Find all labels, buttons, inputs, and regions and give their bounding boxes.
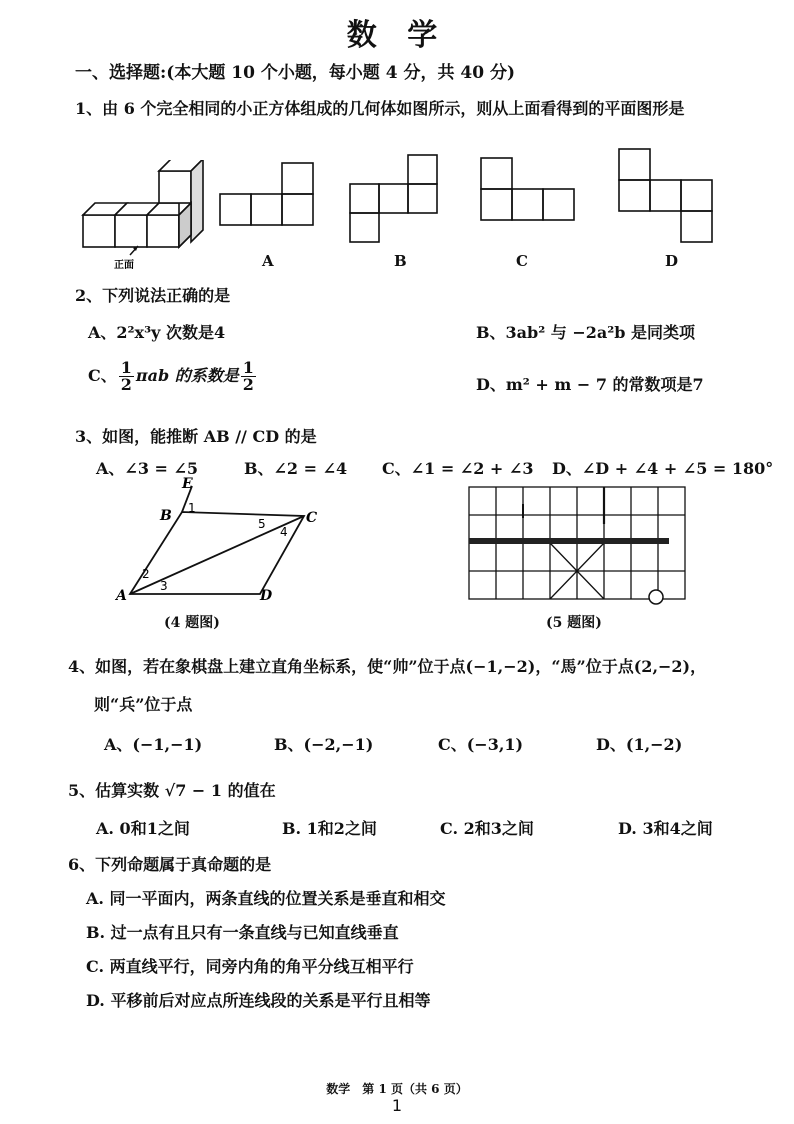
- page-number: 1: [391, 1096, 403, 1115]
- q5-option-c[interactable]: C. 2和3之间: [440, 819, 534, 838]
- q1-option-d-label[interactable]: D: [665, 252, 679, 270]
- q3-option-a[interactable]: A、∠3 = ∠5: [96, 459, 199, 478]
- q4-stem-line2: 则“兵”位于点: [94, 695, 193, 714]
- angle-1: 1: [188, 501, 196, 515]
- point-e: E: [182, 476, 193, 492]
- q6-stem: 6、下列命题属于真命题的是: [68, 855, 272, 874]
- q6-option-a[interactable]: A. 同一平面内，两条直线的位置关系是垂直和相交: [86, 889, 446, 908]
- q2-option-b[interactable]: B、3ab² 与 −2a²b 是同类项: [476, 323, 696, 342]
- point-d: D: [260, 588, 273, 604]
- q6-option-d[interactable]: D. 平移前后对应点所连线段的关系是平行且相等: [86, 991, 431, 1010]
- q3-option-c[interactable]: C、∠1 = ∠2 + ∠3: [382, 459, 534, 478]
- q2-option-c-fraction2: $\frac{1}{2}$: [242, 358, 254, 394]
- q2-option-c-fraction: $\frac{1}{2}$: [120, 358, 132, 394]
- section-heading: 一、选择题:(本大题 10 个小题，每小题 4 分，共 40 分): [75, 63, 516, 83]
- fig4-parallelogram: [112, 472, 332, 604]
- fig5-caption: (5 题图): [546, 615, 602, 631]
- front-label: 正面: [114, 260, 134, 270]
- q4-option-b[interactable]: B、(−2,−1): [274, 735, 374, 754]
- angle-3: 3: [160, 579, 168, 593]
- q2-option-d[interactable]: D、m² + m − 7 的常数项是7: [476, 375, 704, 394]
- q1-option-a-figure: [218, 160, 318, 230]
- page-footer: 数学 第 1 页（共 6 页）: [326, 1082, 468, 1096]
- river-band: [469, 538, 669, 544]
- q2-option-c[interactable]: [88, 360, 258, 393]
- angle-2: 2: [142, 567, 150, 581]
- q1-stem: 1、由 6 个完全相同的小正方体组成的几何体如图所示，则从上面看得到的平面图形是: [75, 99, 685, 118]
- q6-option-b[interactable]: B. 过一点有且只有一条直线与已知直线垂直: [86, 923, 399, 942]
- q3-option-d[interactable]: D、∠D + ∠4 + ∠5 = 180°: [552, 459, 774, 478]
- page-title: 数 学: [346, 18, 448, 53]
- q2-option-c-text: πab 的系数是: [135, 366, 239, 385]
- q1-solid-figure: [78, 160, 208, 270]
- q5-option-a[interactable]: A. 0和1之间: [96, 819, 190, 838]
- q3-stem: 3、如图，能推断 AB // CD 的是: [75, 427, 317, 446]
- q2-option-c-prefix: C、: [88, 366, 117, 385]
- piece-marker: [649, 590, 663, 604]
- q1-option-d-figure: [616, 146, 716, 246]
- fig4-caption: (4 题图): [164, 615, 220, 631]
- q2-stem: 2、下列说法正确的是: [75, 286, 231, 305]
- q4-option-c[interactable]: C、(−3,1): [438, 735, 524, 754]
- q1-option-c-label[interactable]: C: [516, 252, 528, 270]
- q4-option-a[interactable]: A、(−1,−1): [104, 735, 203, 754]
- q1-option-b-figure: [347, 152, 442, 247]
- q6-option-c[interactable]: C. 两直线平行，同旁内角的角平分线互相平行: [86, 957, 414, 976]
- q5-option-d[interactable]: D. 3和4之间: [618, 819, 713, 838]
- q5-option-b[interactable]: B. 1和2之间: [282, 819, 377, 838]
- q4-option-d[interactable]: D、(1,−2): [596, 735, 683, 754]
- q5-stem: 5、估算实数 √7 − 1 的值在: [68, 781, 276, 800]
- point-c: C: [306, 510, 318, 526]
- q1-option-a-label[interactable]: A: [262, 252, 274, 270]
- fig5-chessboard: [466, 484, 688, 606]
- angle-4: 4: [280, 525, 288, 539]
- q3-option-b[interactable]: B、∠2 = ∠4: [244, 459, 348, 478]
- q1-option-b-label[interactable]: B: [394, 252, 407, 270]
- q4-stem-line1: 4、如图，若在象棋盘上建立直角坐标系，使“帅”位于点(−1,−2)，“馬”位于点(2,−2)，: [68, 657, 707, 676]
- q2-option-a[interactable]: A、2²x³y 次数是4: [88, 323, 226, 342]
- angle-5: 5: [258, 517, 266, 531]
- point-a: A: [116, 588, 127, 604]
- q1-option-c-figure: [478, 155, 578, 225]
- point-b: B: [160, 508, 172, 524]
